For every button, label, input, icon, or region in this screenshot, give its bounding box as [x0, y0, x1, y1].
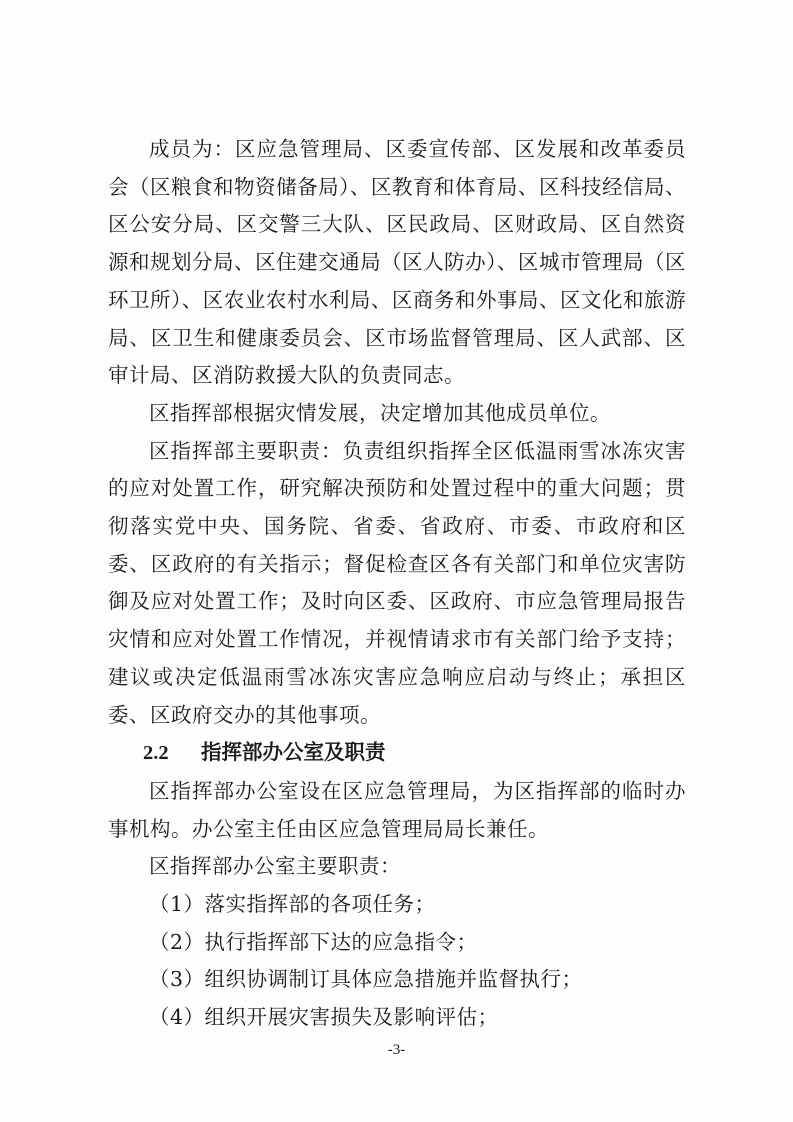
list-item: （2）执行指挥部下达的应急指令；: [149, 929, 478, 954]
paragraph-office-setup: 区指挥部办公室设在区应急管理局，为区指挥部的临时办事机构。办公室主任由区应急管理局局长兼任。: [108, 778, 686, 841]
paragraph-office-duties-intro: 区指挥部办公室主要职责：: [149, 854, 401, 879]
page-number: -3-: [387, 1042, 406, 1058]
paragraph-members: 成员为：区应急管理局、区委宣传部、区发展和改革委员会（区粮食和物资储备局）、区教育和体育局、区科技经信局、区公安分局、区交警三大队、区民政局、区财政局、区自然资源和规划分局、区住建交通局（区人防办）、区城市管理局（区环卫所）、区农业农村水利局、区商务和外事局、区文化和旅游局、区卫生和健康委员会、区市场监督管理局、区人武部、区审计局、区消防救援大队的负责同志。: [108, 137, 686, 388]
section-number: 2.2: [143, 742, 169, 765]
paragraph-additional-members: 区指挥部根据灾情发展，决定增加其他成员单位。: [149, 400, 611, 425]
list-item: （3）组织协调制订具体应急措施并监督执行；: [149, 967, 583, 992]
paragraph-headquarters-duties: 区指挥部主要职责：负责组织指挥全区低温雨雪冰冻灾害的应对处置工作，研究解决预防和处置过程中的重大问题；贯彻落实党中央、国务院、省委、省政府、市委、市政府和区委、区政府的有关指示；督促检查区各有关部门和单位灾害防御及应对处置工作；及时向区委、区政府、市应急管理局报告灾情和应对处置工作情况，并视情请求市有关部门给予支持；建议或决定低温雨雪冰冻灾害应急响应启动与终止；承担区委、区政府交办的其他事项。: [108, 438, 686, 727]
list-item: （4）组织开展灾害损失及影响评估；: [149, 1005, 499, 1030]
document-body: [108, 131, 686, 1037]
list-item: （1）落实指挥部的各项任务；: [149, 892, 436, 917]
section-title: 指挥部办公室及职责: [201, 740, 386, 765]
section-heading: [108, 734, 686, 773]
